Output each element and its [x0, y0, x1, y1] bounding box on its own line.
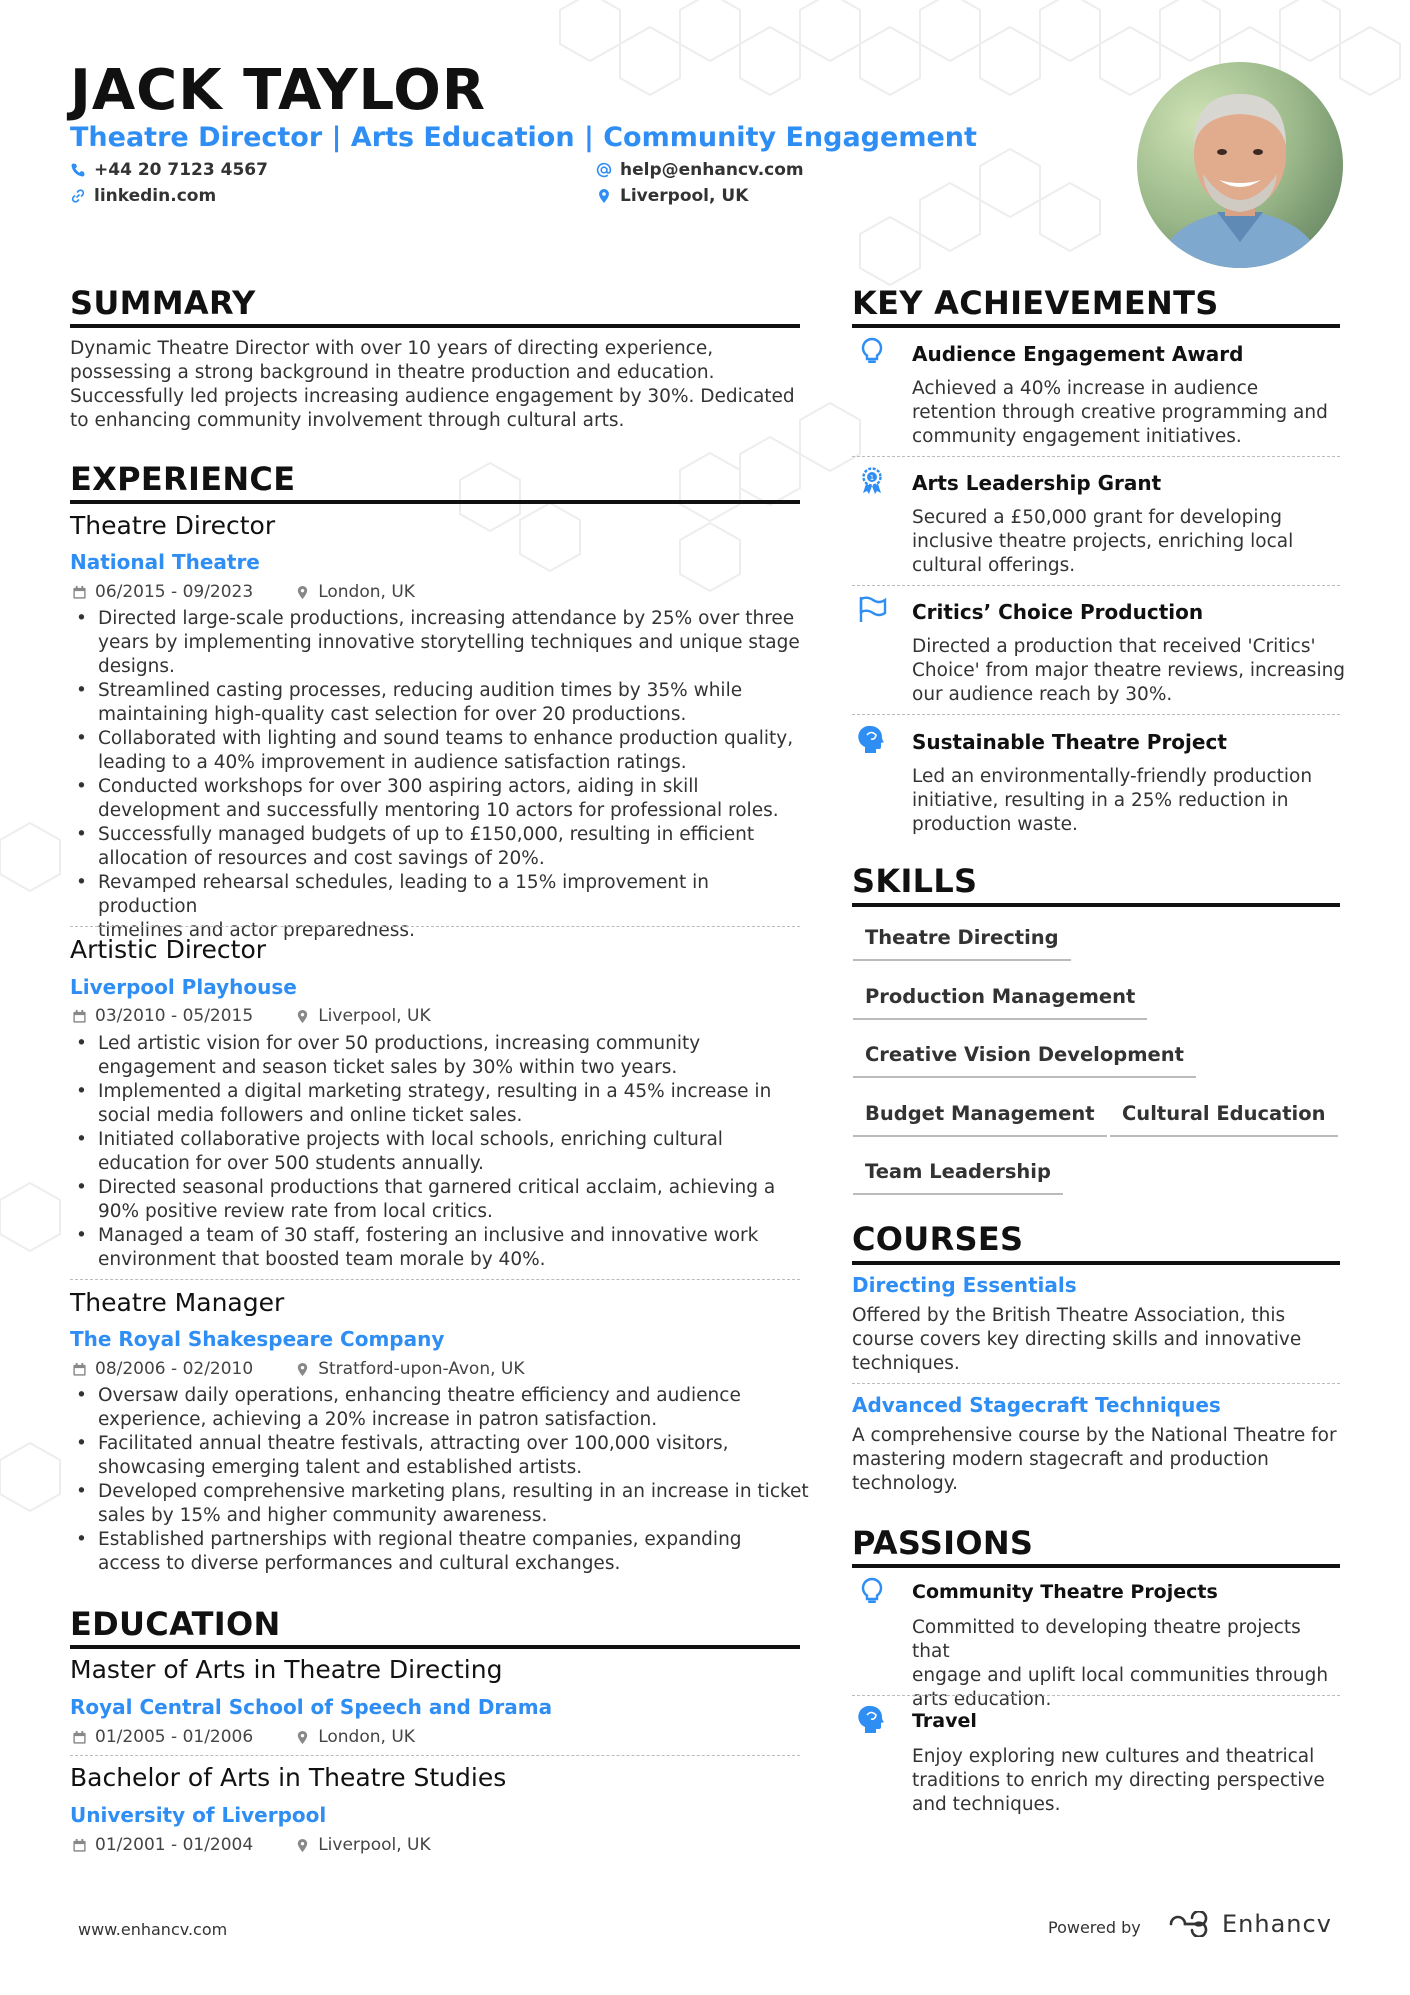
job-divider	[70, 926, 800, 927]
bullet-item: • Managed a team of 30 staff, fostering an inclusive and innovative work environment that boosted team morale by 40%.	[70, 1224, 810, 1272]
bullet-item: • Implemented a digital marketing strategy, resulting in a 45% increase in social media followers and online ticket sales.	[70, 1080, 810, 1128]
job-location: Liverpool, UK	[318, 1006, 431, 1026]
bullet-item: • Conducted workshops for over 300 aspiring actors, aiding in skill development and successfully mentoring 10 actors for professional roles.	[70, 775, 810, 823]
job-divider	[70, 1279, 800, 1280]
job-dates: 06/2015 - 09/2023	[95, 582, 254, 602]
school-name: University of Liverpool	[70, 1803, 327, 1827]
course-description: Offered by the British Theatre Association, this course covers key directing skills and innovative techniques.	[852, 1305, 1302, 1374]
courses-rule	[852, 1261, 1340, 1265]
flag-icon	[857, 594, 887, 624]
enhancv-logo-icon	[1168, 1911, 1212, 1937]
link-icon	[70, 188, 86, 204]
education-meta	[72, 1727, 415, 1747]
achievement-divider	[852, 714, 1340, 715]
courses-heading: COURSES	[852, 1220, 1024, 1258]
degree-title: Master of Arts in Theatre Directing	[70, 1655, 503, 1684]
job-title: Theatre Manager	[70, 1288, 285, 1317]
bullet-item: • Developed comprehensive marketing plans, resulting in an increase in ticket sales by 15% and higher community awareness.	[70, 1480, 810, 1528]
achievement-title: Arts Leadership Grant	[912, 471, 1162, 495]
skills-heading: SKILLS	[852, 862, 978, 900]
summary-heading: SUMMARY	[70, 284, 256, 322]
job-bullets	[70, 607, 810, 943]
course-divider	[852, 1383, 1340, 1384]
bullet-item: • Established partnerships with regional theatre companies, expanding access to diverse performances and cultural exchanges.	[70, 1528, 810, 1576]
passion-description: Committed to developing theatre projects that engage and uplift local communities through arts education.	[912, 1617, 1329, 1710]
education-divider	[70, 1755, 800, 1756]
bullet-item: • Oversaw daily operations, enhancing theatre efficiency and audience experience, achieving a 20% increase in patron satisfaction.	[70, 1384, 810, 1432]
skill-tag: Creative Vision Development	[853, 1043, 1196, 1078]
job-dates: 08/2006 - 02/2010	[95, 1359, 254, 1379]
enhancv-logo[interactable]	[1168, 1910, 1332, 1938]
job-title: Artistic Director	[70, 935, 267, 964]
summary-line: to enhancing community involvement through cultural arts.	[70, 410, 625, 431]
calendar-icon	[72, 585, 87, 600]
course-description: A comprehensive course by the National Theatre for mastering modern stagecraft and production technology.	[852, 1425, 1337, 1494]
bullet-item: • Directed large-scale productions, increasing attendance by 25% over three years by implementing innovative storytelling techniques and unique stage designs.	[70, 607, 810, 679]
job-meta	[72, 582, 415, 602]
calendar-icon	[72, 1009, 87, 1024]
skills-rule	[852, 903, 1340, 907]
bullet-item: • Facilitated annual theatre festivals, attracting over 100,000 visitors, showcasing emerging talent and established artists.	[70, 1432, 810, 1480]
job-dates: 03/2010 - 05/2015	[95, 1006, 254, 1026]
job-title: Theatre Director	[70, 511, 276, 540]
footer-powered-by: Powered by	[1048, 1918, 1141, 1937]
course-title: Directing Essentials	[852, 1273, 1077, 1297]
map-pin-icon	[295, 1362, 310, 1377]
footer-website-link[interactable]: www.enhancv.com	[78, 1920, 228, 1939]
at-sign-icon	[596, 162, 612, 178]
skill-tag: Budget Management	[853, 1102, 1107, 1137]
bullet-item: • Collaborated with lighting and sound teams to enhance production quality, leading to a 40% improvement in audience satisfaction ratings.	[70, 727, 810, 775]
job-meta	[72, 1006, 431, 1026]
bullet-item: • Successfully managed budgets of up to £150,000, resulting in efficient allocation of resources and cost savings of 20%.	[70, 823, 810, 871]
bullet-item: • Directed seasonal productions that garnered critical acclaim, achieving a 90% positive review rate from local critics.	[70, 1176, 810, 1224]
achievement-title: Sustainable Theatre Project	[912, 730, 1227, 754]
skill-tag: Cultural Education	[1110, 1102, 1338, 1137]
company-name: Liverpool Playhouse	[70, 975, 297, 999]
candidate-headline: Theatre Director | Arts Education | Community Engagement	[70, 122, 977, 153]
achievement-description: Directed a production that received 'Critics' Choice' from major theatre reviews, increasing our audience reach by 30%.	[912, 636, 1346, 705]
enhancv-brand: Enhancv	[1222, 1910, 1332, 1938]
award-ribbon-icon	[857, 465, 887, 495]
achievement-title: Critics’ Choice Production	[912, 600, 1204, 624]
passion-description: Enjoy exploring new cultures and theatrical traditions to enrich my directing perspective and techniques.	[912, 1746, 1325, 1815]
passion-divider	[852, 1695, 1340, 1696]
summary-line: possessing a strong background in theatre production and education.	[70, 362, 715, 383]
degree-title: Bachelor of Arts in Theatre Studies	[70, 1763, 507, 1792]
lightbulb-icon	[857, 336, 887, 366]
map-pin-icon	[295, 1009, 310, 1024]
passion-title: Community Theatre Projects	[912, 1581, 1218, 1603]
candidate-name: JACK TAYLOR	[70, 58, 486, 123]
summary-rule	[70, 324, 800, 328]
education-dates: 01/2005 - 01/2006	[95, 1727, 254, 1747]
contact-phone[interactable]	[70, 160, 268, 180]
skill-tag: Team Leadership	[853, 1160, 1063, 1195]
contact-linkedin[interactable]	[70, 186, 216, 206]
education-rule	[70, 1645, 800, 1649]
bullet-item: • Revamped rehearsal schedules, leading to a 15% improvement in production timelines and actor preparedness.	[70, 871, 810, 943]
location-text: Liverpool, UK	[620, 186, 749, 206]
summary-text	[70, 337, 800, 433]
linkedin-text: linkedin.com	[94, 186, 217, 206]
job-location: Stratford-upon-Avon, UK	[318, 1359, 525, 1379]
phone-text: +44 20 7123 4567	[94, 160, 268, 180]
skill-tag: Production Management	[853, 985, 1147, 1020]
svg-text:1: 1	[869, 474, 875, 482]
map-pin-icon	[596, 188, 612, 204]
passion-title: Travel	[912, 1710, 977, 1732]
achievement-description: Secured a £50,000 grant for developing inclusive theatre projects, enriching local cultural offerings.	[912, 507, 1294, 576]
bullet-item: • Streamlined casting processes, reducing audition times by 35% while maintaining high-quality cast selection for over 20 productions.	[70, 679, 810, 727]
passions-rule	[852, 1564, 1340, 1568]
achievement-description: Achieved a 40% increase in audience retention through creative programming and community engagement initiatives.	[912, 378, 1328, 447]
map-pin-icon	[295, 1730, 310, 1745]
contact-email[interactable]	[596, 160, 804, 180]
company-name: National Theatre	[70, 550, 260, 574]
education-location: London, UK	[318, 1727, 415, 1747]
contact-location	[596, 186, 748, 206]
achievement-description: Led an environmentally-friendly production initiative, resulting in a 25% reduction in production waste.	[912, 766, 1313, 835]
head-profile-icon	[857, 1704, 887, 1734]
education-meta	[72, 1835, 431, 1855]
course-title: Advanced Stagecraft Techniques	[852, 1393, 1221, 1417]
head-profile-icon	[857, 724, 887, 754]
passions-heading: PASSIONS	[852, 1524, 1034, 1562]
education-location: Liverpool, UK	[318, 1835, 431, 1855]
calendar-icon	[72, 1362, 87, 1377]
experience-rule	[70, 500, 800, 504]
company-name: The Royal Shakespeare Company	[70, 1327, 445, 1351]
achievements-heading: KEY ACHIEVEMENTS	[852, 284, 1219, 322]
achievement-divider	[852, 585, 1340, 586]
education-heading: EDUCATION	[70, 1605, 281, 1643]
email-text: help@enhancv.com	[620, 160, 804, 180]
job-location: London, UK	[318, 582, 415, 602]
school-name: Royal Central School of Speech and Drama	[70, 1695, 553, 1719]
map-pin-icon	[295, 585, 310, 600]
skill-tag: Theatre Directing	[853, 926, 1071, 961]
map-pin-icon	[295, 1838, 310, 1853]
summary-line: Dynamic Theatre Director with over 10 years of directing experience,	[70, 338, 714, 359]
lightbulb-icon	[857, 1576, 887, 1606]
achievement-title: Audience Engagement Award	[912, 342, 1244, 366]
calendar-icon	[72, 1730, 87, 1745]
profile-photo	[1137, 62, 1343, 268]
summary-line: Successfully led projects increasing audience engagement by 30%. Dedicated	[70, 386, 795, 407]
bullet-item: • Led artistic vision for over 50 productions, increasing community engagement and season ticket sales by 30% within two years.	[70, 1032, 810, 1080]
achievements-rule	[852, 324, 1340, 328]
bullet-item: • Initiated collaborative projects with local schools, enriching cultural education for over 500 students annually.	[70, 1128, 810, 1176]
phone-icon	[70, 162, 86, 178]
job-bullets	[70, 1384, 810, 1576]
job-meta	[72, 1359, 525, 1379]
experience-heading: EXPERIENCE	[70, 460, 296, 498]
achievement-divider	[852, 456, 1340, 457]
education-dates: 01/2001 - 01/2004	[95, 1835, 254, 1855]
job-bullets	[70, 1032, 810, 1272]
calendar-icon	[72, 1838, 87, 1853]
